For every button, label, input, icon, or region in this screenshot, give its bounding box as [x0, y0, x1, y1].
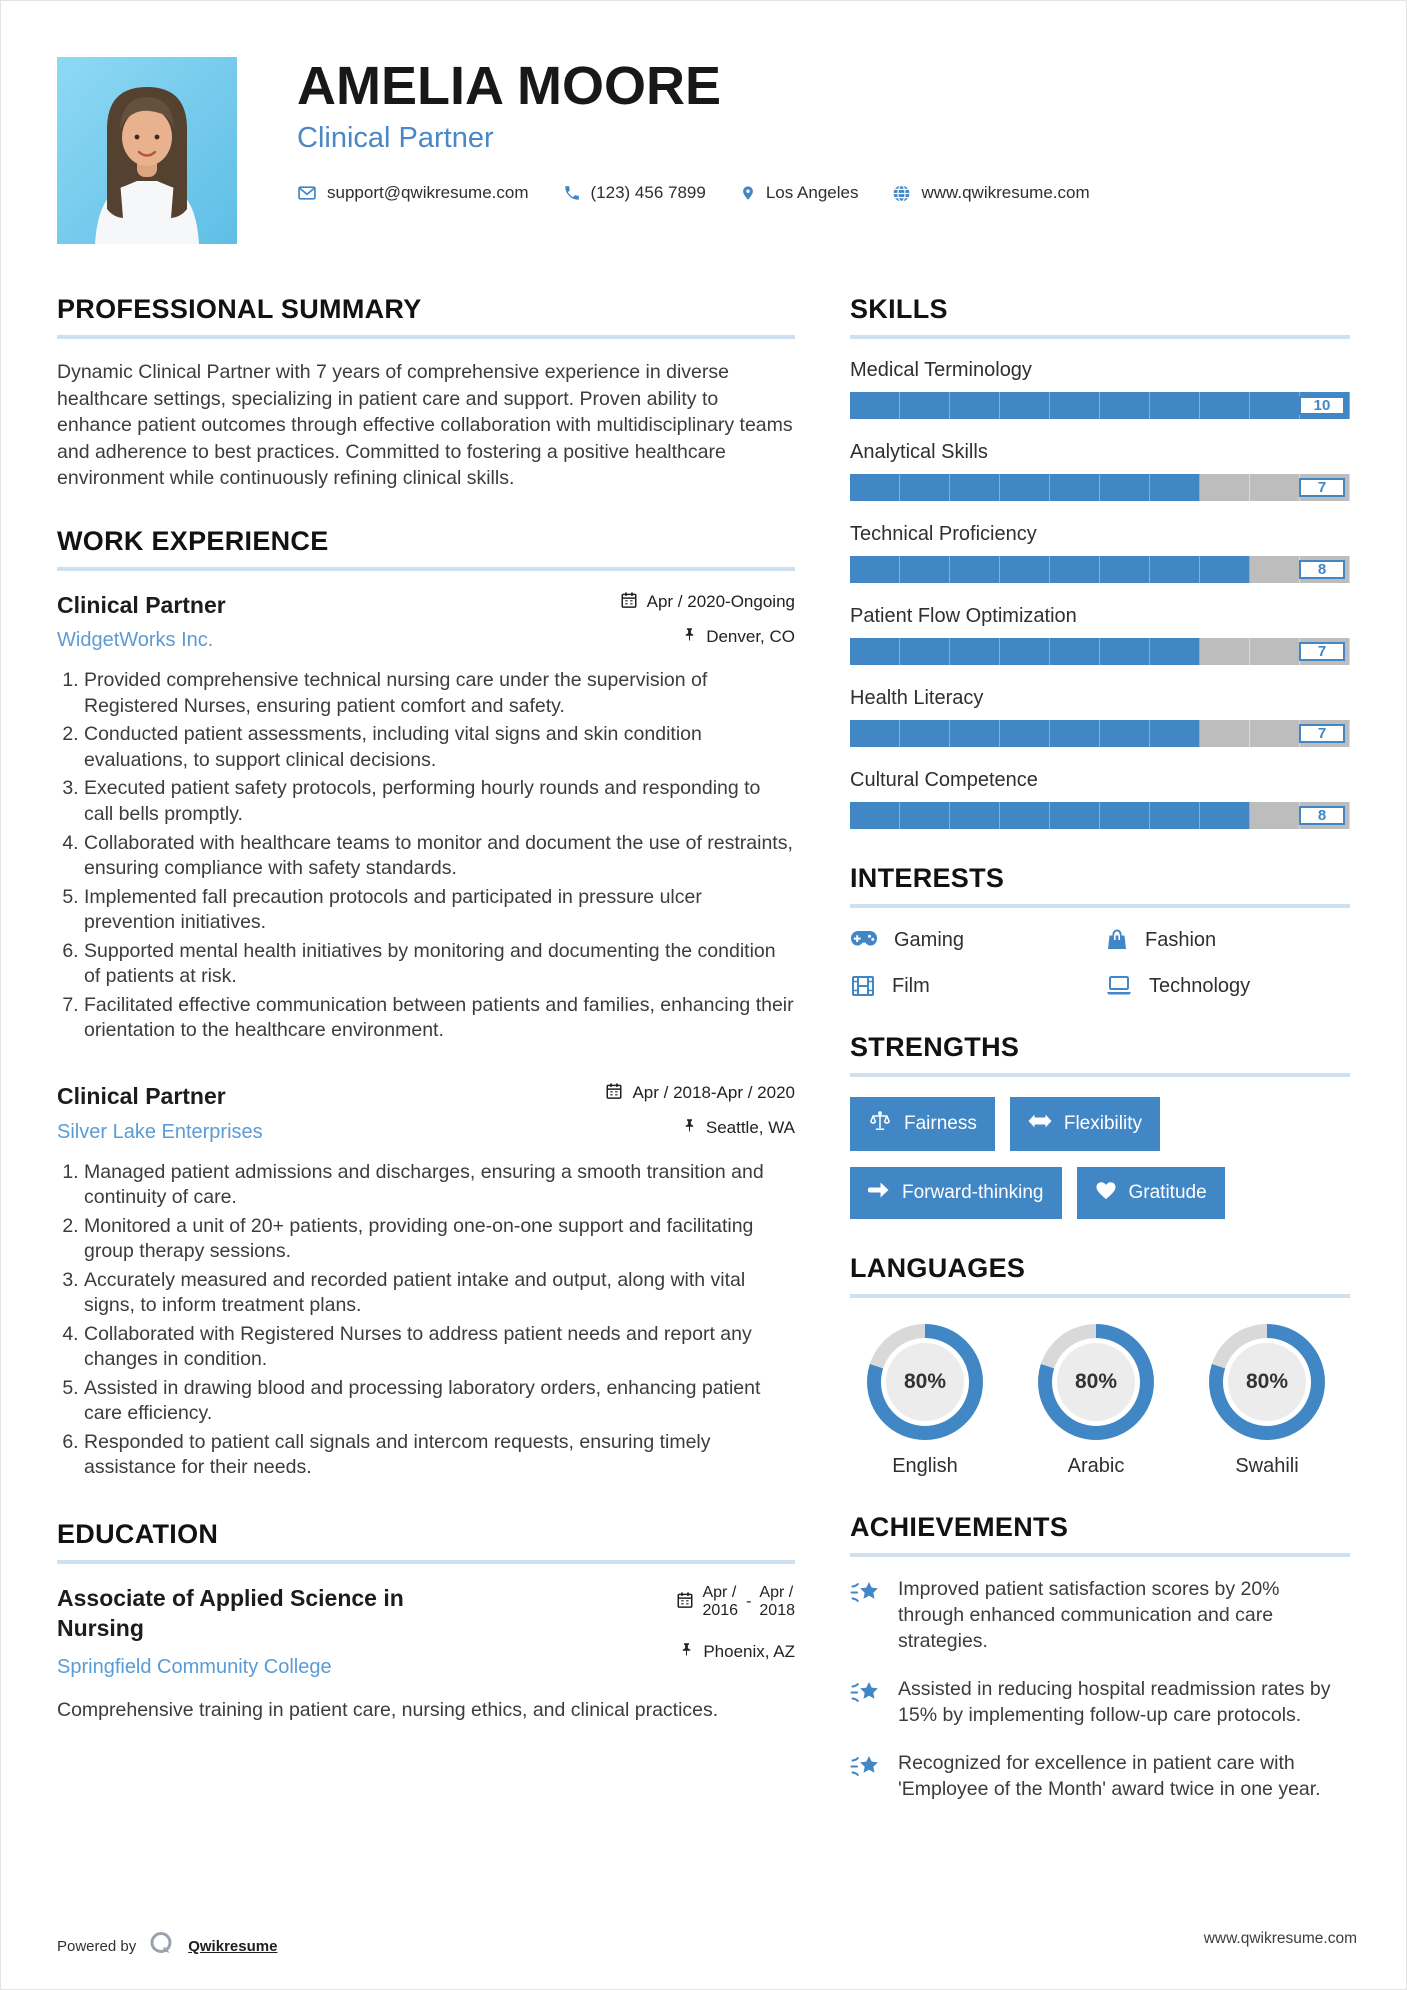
section-languages: [850, 1253, 1350, 1478]
skill-item: [850, 687, 1350, 747]
interest-item: [850, 974, 1095, 998]
job-location: Denver, CO: [706, 626, 795, 646]
globe-icon: [892, 184, 911, 203]
education-date-separator: -: [746, 1593, 752, 1611]
left-right-arrow-icon: [1028, 1113, 1052, 1135]
skill-label: Cultural Competence: [850, 769, 1038, 791]
header-identity: [297, 57, 1090, 203]
interests-heading: INTERESTS: [850, 863, 1005, 893]
achievement-item: [850, 1751, 1350, 1803]
skill-item: [850, 605, 1350, 665]
job-bullet: 1. Provided comprehensive technical nursing care under the supervision of Registered Nurses, ensuring patient comfort and safety.: [84, 668, 795, 719]
job-date: Apr / 2020-Ongoing: [646, 592, 795, 612]
contact-row: [297, 183, 1090, 203]
skill-bar: [850, 392, 1350, 419]
shooting-star-icon: [850, 1751, 882, 1803]
job-location: Seattle, WA: [705, 1117, 795, 1137]
job-bullet: 4. Collaborated with Registered Nurses to address patient needs and report any changes in condition.: [84, 1322, 795, 1373]
contact-phone-text: (123) 456 7899: [590, 183, 706, 203]
achievement-item: [850, 1677, 1350, 1729]
candidate-name: AMELIA MOORE: [297, 56, 721, 116]
summary-heading: PROFESSIONAL SUMMARY: [57, 294, 422, 324]
interest-item: [1105, 974, 1350, 998]
language-label: English: [892, 1455, 958, 1477]
achievement-text: Improved patient satisfaction scores by 20% through enhanced communication and care strategies.: [898, 1578, 1280, 1652]
section-divider: [850, 904, 1350, 908]
summary-text: Dynamic Clinical Partner with 7 years of comprehensive experience in diverse healthcare settings, specializing in patient care and support. Proven ability to enhance patient outcomes through effective collaboration with multidisciplinary teams and adherence to best practices. Committed to fostering a positive healthcare environment while continuously refining clinical skills.: [57, 361, 793, 490]
job-bullet: 2. Monitored a unit of 20+ patients, providing one-on-one support and facilitating group therapy sessions.: [84, 1214, 795, 1265]
job-title: Clinical Partner: [57, 591, 226, 618]
interest-label: Film: [892, 974, 930, 997]
language-item: [860, 1324, 990, 1478]
job-company-link[interactable]: Silver Lake Enterprises: [57, 1120, 263, 1143]
job-company-link[interactable]: WidgetWorks Inc.: [57, 629, 214, 652]
calendar-icon: [620, 591, 638, 614]
degree-title: Associate of Applied Science in Nursing: [57, 1584, 404, 1641]
left-column: [57, 294, 795, 1836]
language-donut: [867, 1324, 983, 1440]
contact-website[interactable]: [892, 183, 1089, 203]
achievement-item: [850, 1577, 1350, 1655]
skill-label: Health Literacy: [850, 687, 984, 709]
education-location: Phoenix, AZ: [703, 1641, 795, 1661]
interest-label: Fashion: [1145, 928, 1217, 951]
education-heading: EDUCATION: [57, 1518, 219, 1549]
section-divider: [850, 335, 1350, 339]
skill-item: [850, 359, 1350, 419]
skill-bar: [850, 720, 1350, 747]
shopping-bag-icon: [1105, 928, 1129, 952]
pushpin-icon: [682, 1117, 697, 1139]
skill-bar: [850, 474, 1350, 501]
interest-label: Technology: [1149, 974, 1251, 997]
contact-email[interactable]: [297, 183, 529, 203]
gamepad-icon: [850, 929, 878, 951]
language-donut: [1038, 1324, 1154, 1440]
skill-score: 7: [1299, 724, 1345, 743]
section-achievements: [850, 1512, 1350, 1802]
skill-score: 7: [1299, 642, 1345, 661]
strength-label: Forward-thinking: [902, 1182, 1044, 1203]
language-item: [1202, 1324, 1332, 1478]
achievement-text: Assisted in reducing hospital readmission rates by 15% by implementing follow-up care protocols.: [898, 1677, 1331, 1726]
section-divider: [57, 1560, 795, 1564]
job-bullet: 3. Executed patient safety protocols, performing hourly rounds and responding to call bells promptly.: [84, 776, 795, 827]
skill-item: [850, 441, 1350, 501]
skill-score: 8: [1299, 560, 1345, 579]
job-bullet: 5. Implemented fall precaution protocols and participated in pressure ulcer prevention initiatives.: [84, 885, 795, 936]
film-icon: [850, 974, 876, 998]
language-percent: 80%: [886, 1343, 964, 1421]
education-date-end: Apr / 2018: [759, 1583, 795, 1620]
interest-item: [1105, 928, 1350, 952]
education-description: Comprehensive training in patient care, nursing ethics, and clinical practices.: [57, 1698, 719, 1721]
skill-bar: [850, 802, 1350, 829]
section-skills: [850, 294, 1350, 829]
section-divider: [57, 567, 795, 571]
shooting-star-icon: [850, 1577, 882, 1655]
interest-item: [850, 928, 1095, 952]
laptop-icon: [1105, 975, 1133, 997]
skill-label: Technical Proficiency: [850, 523, 1037, 545]
language-percent: 80%: [1057, 1343, 1135, 1421]
section-interests: [850, 863, 1350, 998]
job-bullet-list: [57, 668, 795, 1043]
qwikresume-brand-link[interactable]: Qwikresume: [188, 1937, 278, 1955]
skill-label: Patient Flow Optimization: [850, 605, 1077, 627]
contact-location-text: Los Angeles: [765, 183, 859, 203]
strength-badge: [850, 1097, 995, 1151]
strength-badge: [850, 1167, 1062, 1219]
job-title: Clinical Partner: [57, 1082, 226, 1109]
skill-bar: [850, 638, 1350, 665]
skill-item: [850, 523, 1350, 583]
skill-score: 8: [1299, 806, 1345, 825]
heart-icon: [1095, 1180, 1117, 1206]
section-professional-summary: [57, 294, 795, 492]
location-pin-icon: [740, 183, 756, 203]
job-bullet: 5. Assisted in drawing blood and processing laboratory orders, enhancing patient care efficiency.: [84, 1376, 795, 1427]
language-label: Arabic: [1067, 1455, 1125, 1477]
job-bullet: 7. Facilitated effective communication between patients and families, enhancing their orientation to the healthcare environment.: [84, 993, 795, 1044]
interest-label: Gaming: [894, 928, 965, 951]
education-dates: [676, 1584, 795, 1621]
right-column: [850, 294, 1350, 1836]
skill-bar: [850, 556, 1350, 583]
section-work-experience: [57, 526, 795, 1481]
section-divider: [57, 335, 795, 339]
footer: [57, 1930, 1357, 1990]
skill-item: [850, 769, 1350, 829]
powered-by-label: Powered by: [57, 1937, 137, 1955]
languages-heading: LANGUAGES: [850, 1253, 1026, 1283]
contact-email-text: support@qwikresume.com: [327, 183, 529, 203]
pushpin-icon: [682, 626, 697, 648]
profile-photo: [57, 57, 237, 244]
job-bullet: 6. Supported mental health initiatives by monitoring and documenting the condition of patients at risk.: [84, 939, 795, 990]
main-content: [57, 294, 1357, 1836]
strength-label: Gratitude: [1128, 1182, 1207, 1203]
strength-label: Flexibility: [1063, 1113, 1142, 1134]
email-icon: [297, 183, 317, 203]
job-bullet-list: [57, 1160, 795, 1481]
job-bullet: 3. Accurately measured and recorded patient intake and output, along with vital signs, to inform treatment plans.: [84, 1268, 795, 1319]
job-bullet: 1. Managed patient admissions and discharges, ensuring a smooth transition and continuity of care.: [84, 1160, 795, 1211]
section-divider: [850, 1294, 1350, 1298]
qwikresume-logo-icon: [148, 1930, 176, 1962]
balance-scale-icon: [868, 1110, 892, 1138]
school-link[interactable]: Springfield Community College: [57, 1655, 332, 1678]
strength-badge: [1010, 1097, 1160, 1151]
section-education: [57, 1519, 795, 1723]
job-entry: [57, 1082, 795, 1481]
skill-label: Medical Terminology: [850, 359, 1032, 381]
job-bullet: 6. Responded to patient call signals and intercom requests, ensuring timely assistance for their needs.: [84, 1430, 795, 1481]
job-bullet: 2. Conducted patient assessments, including vital signs and skin condition evaluations, to support clinical decisions.: [84, 722, 795, 773]
job-bullet: 4. Collaborated with healthcare teams to monitor and document the use of restraints, ensuring compliance with safety standards.: [84, 831, 795, 882]
pushpin-icon: [679, 1641, 694, 1663]
section-divider: [850, 1073, 1350, 1077]
powered-by: [57, 1930, 277, 1962]
calendar-icon: [676, 1591, 694, 1614]
achievements-heading: ACHIEVEMENTS: [850, 1512, 1069, 1542]
calendar-icon: [605, 1082, 623, 1105]
strength-badge: [1077, 1167, 1225, 1219]
skill-score: 7: [1299, 478, 1345, 497]
skills-heading: SKILLS: [850, 294, 948, 324]
section-strengths: [850, 1032, 1350, 1219]
language-label: Swahili: [1235, 1455, 1299, 1477]
shooting-star-icon: [850, 1677, 882, 1729]
skill-score: 10: [1299, 396, 1345, 415]
job-date: Apr / 2018-Apr / 2020: [632, 1083, 795, 1103]
language-donut: [1209, 1324, 1325, 1440]
contact-website-text: www.qwikresume.com: [921, 183, 1090, 203]
work-heading: WORK EXPERIENCE: [57, 525, 329, 556]
phone-icon: [563, 184, 581, 202]
footer-site-url: www.qwikresume.com: [1203, 1930, 1357, 1947]
header: [57, 57, 1357, 244]
candidate-title: Clinical Partner: [297, 122, 494, 155]
section-divider: [850, 1553, 1350, 1557]
skill-label: Analytical Skills: [850, 441, 988, 463]
arrow-right-icon: [868, 1181, 890, 1205]
education-date-start: Apr / 2016: [702, 1583, 739, 1620]
contact-phone: [563, 183, 706, 203]
strength-label: Fairness: [904, 1113, 977, 1134]
contact-location: [740, 183, 859, 203]
strengths-heading: STRENGTHS: [850, 1032, 1020, 1062]
language-item: [1031, 1324, 1161, 1478]
job-entry: [57, 591, 795, 1044]
language-percent: 80%: [1228, 1343, 1306, 1421]
achievement-text: Recognized for excellence in patient care with 'Employee of the Month' award twice in one year.: [898, 1751, 1321, 1800]
